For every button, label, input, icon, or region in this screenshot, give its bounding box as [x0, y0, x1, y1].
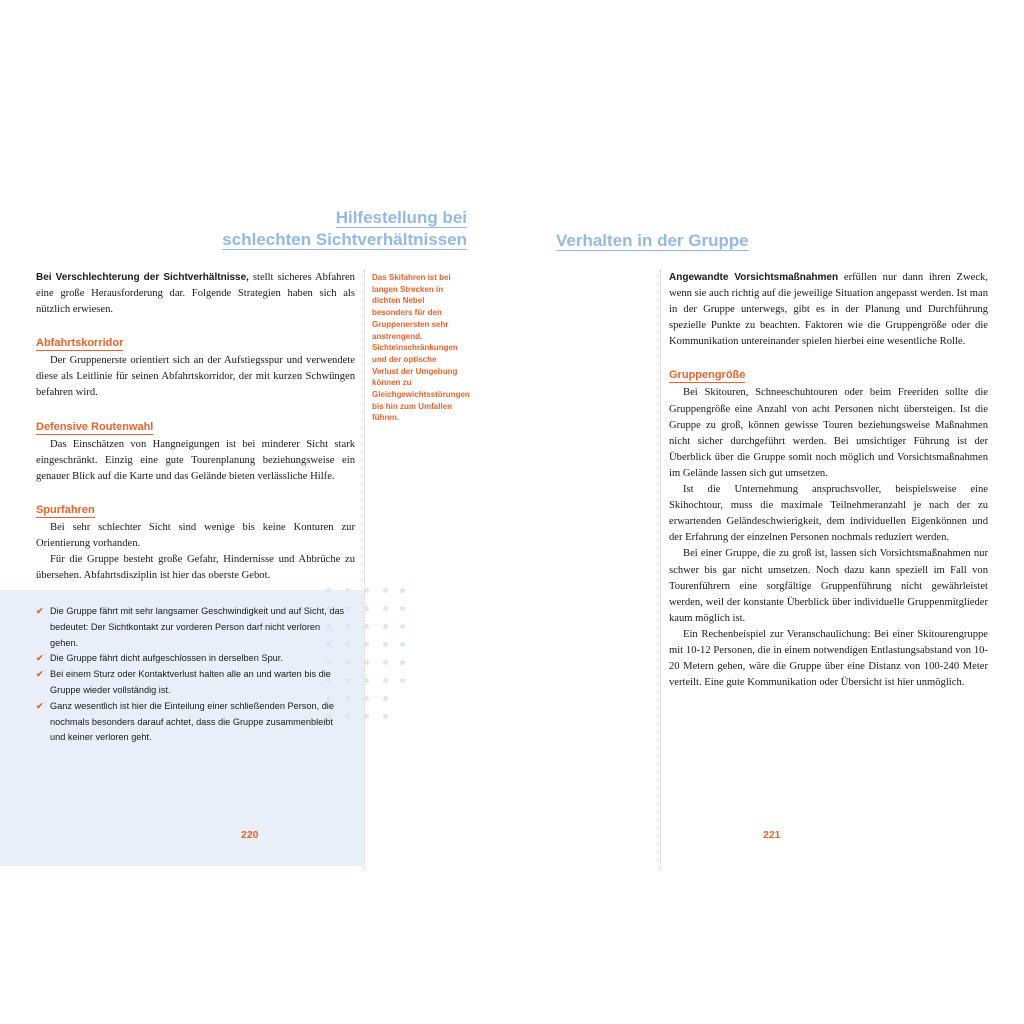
- checkmark-icon: ✔: [36, 700, 44, 711]
- checkmark-icon: ✔: [36, 653, 44, 664]
- left-intro-rest: stellt sicheres Abfahren eine große Herausforderung dar. Folgende Strategien haben sich als nützlich erwiesen.: [36, 272, 355, 316]
- decorative-dot: [400, 624, 405, 629]
- left-title-line2: schlechten Sichtverhältnissen: [222, 230, 467, 249]
- sidenote: [372, 272, 470, 424]
- decorative-dot: [383, 696, 388, 701]
- checkmark-icon: ✔: [36, 606, 44, 616]
- decorative-dot: [383, 678, 388, 683]
- checklist-item-text: Die Gruppe fährt dicht aufgeschlossen in derselben Spur.: [50, 653, 283, 664]
- decorative-dot: [400, 660, 405, 665]
- section-paragraph: Bei sehr schlechter Sicht sind wenige bis keine Konturen zur Orientierung vorhanden.: [36, 521, 355, 549]
- section-paragraph: Ein Rechenbeispiel zur Veranschaulichung: Bei einer Skitourengruppe mit 10-12 Personen, die in einem notwendigen Entlastungsabstand von 10-20 Metern gehen, wäre die Gruppe über eine Distanz von 100-240 Meter verteilt. Eine gute Kommunikation oder Übersicht ist hier unmöglich.: [669, 628, 988, 689]
- left-page-title: [140, 207, 467, 251]
- right-intro-lead: Angewandte Vorsichtsmaßnahmen: [669, 272, 839, 283]
- page-number-right: 221: [763, 829, 781, 841]
- sidenote-text: Das Skifahren ist bei langen Strecken in dichten Nebel besonders für den Gruppenersten sehr anstrengend. Sichteinschränkungen und der optische Verlust der Umgebung können zu Gleichgewichtsstörungen bis hin zum Umfallen führen.: [372, 273, 470, 423]
- left-page-gutter-line: [364, 270, 365, 870]
- right-page-gutter-line: [660, 270, 661, 870]
- checklist-item: [36, 604, 346, 651]
- right-title-text: Verhalten in der Gruppe: [556, 231, 749, 250]
- decorative-dot: [383, 660, 388, 665]
- left-title-line1: Hilfestellung bei: [335, 208, 467, 227]
- section-heading-defensive-routenwahl: Defensive Routenwahl: [36, 420, 154, 433]
- right-page-body: [669, 270, 988, 691]
- section-paragraph: Bei Skitouren, Schneeschuhtouren oder beim Freeriden sollte die Gruppengröße eine Anzahl von acht Personen nicht übersteigen. Ist die Gruppe zu groß, können gewisse Touren beziehungsweise Maßnahmen nicht sicher durchgeführt werden. Bei umsichtiger Führung ist der Überblick über die Gruppe somit noch möglich und Vorsichtsmaßnahmen im Gelände lassen sich gut umsetzen.: [669, 387, 988, 479]
- checklist-item-text: Die Gruppe fährt mit sehr langsamer Geschwindigkeit und auf Sicht, das bedeutet: Der Sichtkontakt zur vorderen Person darf nicht verloren gehen.: [50, 606, 345, 648]
- left-page-body: [36, 270, 355, 584]
- page-number-left: 220: [241, 829, 259, 841]
- decorative-dot: [400, 606, 405, 611]
- right-intro-rest: erfüllen nur dann ihren Zweck, wenn sie auch richtig auf die jeweilige Situation angepasst werden. Ist man in der Gruppe unterwegs, gibt es in der Planung und Durchführung spezielle Punkte zu beachten. Faktoren wie die Gruppengröße oder die Kommunikation untereinander spielen hierbei eine wesentliche Rolle.: [669, 272, 988, 348]
- decorative-dot: [383, 642, 388, 647]
- decorative-dot: [345, 588, 350, 593]
- section-paragraph: Der Gruppenerste orientiert sich an der Aufstiegsspur und verwendete diese als Leitlinie für seinen Abfahrtskorridor, der mit kurzen Schwüngen befahren wird.: [36, 355, 355, 399]
- decorative-dot: [400, 588, 405, 593]
- decorative-dot: [400, 678, 405, 683]
- section-heading-gruppengroesse: Gruppengröße: [669, 369, 746, 382]
- left-intro-paragraph: [36, 270, 355, 318]
- decorative-dot: [383, 624, 388, 629]
- checklist-item: [36, 699, 346, 746]
- decorative-dot: [326, 588, 331, 593]
- checklist-item: [36, 667, 346, 699]
- checklist-item-text: Ganz wesentlich ist hier die Einteilung einer schließenden Person, die nochmals besonders darauf achtet, dass die Gruppe zusammenbleibt und keiner verloren geht.: [50, 700, 334, 743]
- left-intro-lead: Bei Verschlechterung der Sichtverhältnisse,: [36, 272, 249, 283]
- section-paragraph: Das Einschätzen von Hangneigungen ist bei minderer Sicht stark eingeschränkt. Einzig eine gute Tourenplanung beziehungsweise ein genauer Blick auf die Karte und das Gelände bieten verlässliche Hilfe.: [36, 438, 355, 482]
- section-paragraph: Ist die Unternehmung anspruchsvoller, beispielsweise eine Skihochtour, muss die maximale Teilnehmeranzahl je nach der zu erwartenden Geländeschwierigkeit, dem individuellen Eigenkönnen und der Erfahrung der einzelnen Personen nochmals reduziert werden.: [669, 484, 988, 544]
- checkmark-icon: ✔: [36, 669, 44, 680]
- checklist-item: [36, 651, 346, 667]
- decorative-dot: [383, 714, 388, 719]
- decorative-dot: [400, 642, 405, 647]
- section-paragraph: Bei einer Gruppe, die zu groß ist, lassen sich Vorsichtsmaßnahmen nur schwer bis gar nicht umsetzen. Noch dazu kann speziell im Fall von Tourenführern eine sorgfältige Gruppenführung nicht gewährleistet werden, weil der konstante Überblick über individuelle Gruppenmitglieder kaum möglich ist.: [669, 548, 988, 624]
- section-heading-spurfahren: Spurfahren: [36, 503, 95, 516]
- right-page-title: [556, 230, 749, 252]
- right-intro-paragraph: [669, 270, 988, 350]
- decorative-dot: [383, 588, 388, 593]
- decorative-dot: [383, 606, 388, 611]
- section-heading-abfahrtskorridor: Abfahrtskorridor: [36, 337, 124, 350]
- checklist-item-text: Bei einem Sturz oder Kontaktverlust halten alle an und warten bis die Gruppe wieder vollständig ist.: [50, 669, 331, 695]
- checklist: [36, 604, 346, 746]
- section-paragraph: Für die Gruppe besteht große Gefahr, Hindernisse und Abbrüche zu übersehen. Abfahrtsdisziplin ist hier das oberste Gebot.: [36, 554, 355, 582]
